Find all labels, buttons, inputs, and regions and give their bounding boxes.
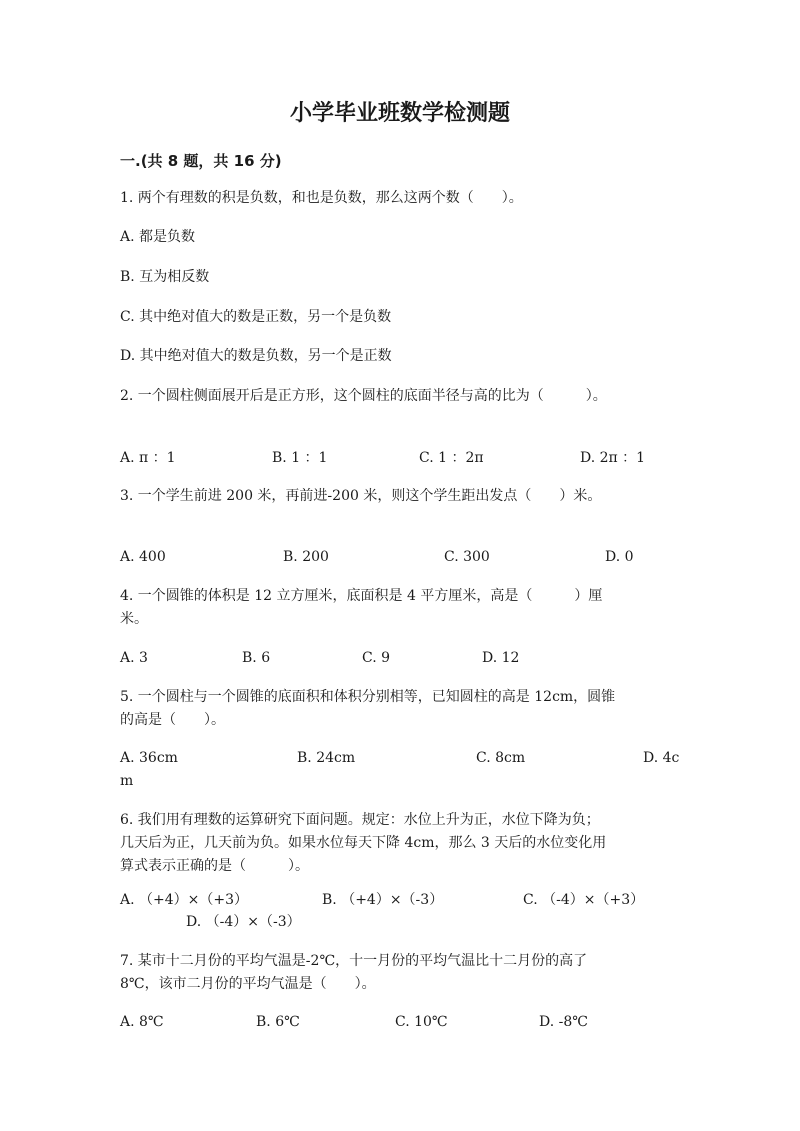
question-1-option-a: A. 都是负数	[120, 229, 196, 245]
question-7-option-c: C. 10℃	[395, 1014, 448, 1030]
question-3-option-d: D. 0	[605, 549, 634, 565]
question-7-stem-line-2: 8℃，该市二月份的平均气温是（ ）。	[120, 976, 376, 992]
question-1-option-b: B. 互为相反数	[120, 269, 210, 285]
page-title: 小学毕业班数学检测题	[289, 101, 510, 126]
question-1-option-c: C. 其中绝对值大的数是正数，另一个是负数	[120, 309, 392, 325]
question-2-option-c: C. 1 ：2π	[419, 450, 484, 466]
question-5-stem-line-2: 的高是（ ）。	[120, 712, 225, 728]
question-1-option-d: D. 其中绝对值大的数是负数，另一个是正数	[120, 348, 392, 364]
question-3-stem: 3. 一个学生前进 200 米，再前进-200 米，则这个学生距出发点（ ）米。	[120, 488, 602, 504]
question-6-option-d: D. （-4）×（-3）	[186, 914, 301, 930]
question-2-stem: 2. 一个圆柱侧面展开后是正方形，这个圆柱的底面半径与高的比为（ ）。	[120, 388, 607, 404]
question-6-stem-line-1: 6. 我们用有理数的运算研究下面问题。规定：水位上升为正，水位下降为负；	[120, 812, 600, 828]
section-heading: 一.(共 8 题，共 16 分)	[120, 152, 282, 170]
question-6-stem-line-2: 几天后为正，几天前为负。如果水位每天下降 4cm，那么 3 天后的水位变化用	[120, 835, 607, 851]
question-4-stem-line-1: 4. 一个圆锥的体积是 12 立方厘米，底面积是 4 平方厘米，高是（ ）厘	[120, 588, 603, 604]
question-4-option-d: D. 12	[482, 650, 520, 666]
question-3-option-a: A. 400	[120, 549, 166, 565]
question-7-stem-line-1: 7. 某市十二月份的平均气温是-2℃，十一月份的平均气温比十二月份的高了	[120, 953, 588, 969]
question-7-option-d: D. -8℃	[539, 1014, 588, 1030]
question-5-option-a: A. 36cm	[120, 750, 178, 766]
question-2-option-d: D. 2π ：1	[580, 450, 646, 466]
question-5-option-d: D. 4c	[643, 750, 680, 766]
question-2-option-b: B. 1 ：1	[272, 450, 328, 466]
question-6-option-c: C. （-4）×（+3）	[523, 892, 645, 908]
question-4-option-a: A. 3	[120, 650, 148, 666]
question-6-option-b: B. （+4）×（-3）	[322, 892, 444, 908]
question-6-option-a: A. （+4）×（+3）	[120, 892, 249, 908]
question-4-option-c: C. 9	[362, 650, 391, 666]
question-7-option-a: A. 8℃	[120, 1014, 164, 1030]
question-7-option-b: B. 6℃	[256, 1014, 300, 1030]
question-5-option-d-wrap: m	[120, 773, 134, 789]
question-3-option-b: B. 200	[283, 549, 329, 565]
question-5-option-c: C. 8cm	[476, 750, 526, 766]
question-5-stem-line-1: 5. 一个圆柱与一个圆锥的底面积和体积分别相等，已知圆柱的高是 12cm，圆锥	[120, 689, 616, 705]
question-4-option-b: B. 6	[242, 650, 271, 666]
question-6-stem-line-3: 算式表示正确的是（ ）。	[120, 858, 309, 874]
question-3-option-c: C. 300	[444, 549, 490, 565]
question-2-option-a: A. π ：1	[120, 450, 176, 466]
question-4-stem-line-2: 米。	[120, 611, 148, 627]
question-5-option-b: B. 24cm	[297, 750, 356, 766]
question-1-stem: 1. 两个有理数的积是负数，和也是负数，那么这两个数（ ）。	[120, 190, 523, 206]
